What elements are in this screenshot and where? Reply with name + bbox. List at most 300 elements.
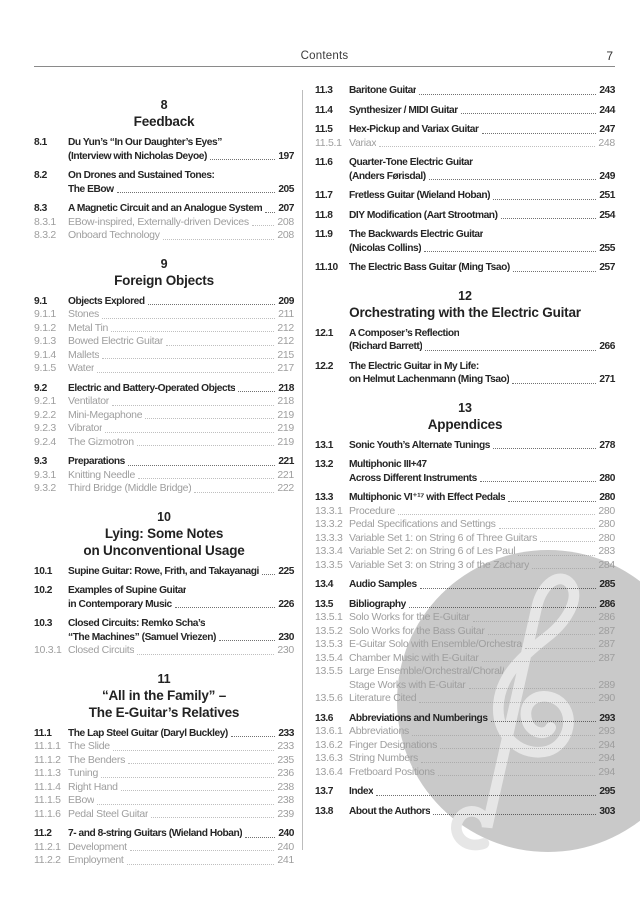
toc-entry-number: 11.9	[315, 229, 333, 240]
toc-entry-page: 287	[598, 624, 615, 637]
toc-entry-page: 221	[278, 456, 294, 467]
toc-entry-page: 225	[278, 565, 294, 577]
toc-entry-page: 207	[278, 203, 294, 214]
toc-entry-row	[315, 532, 615, 546]
toc-entry-title: Variable Set 2: on String 6 of Les Paul	[349, 545, 516, 557]
toc-entry-row	[34, 183, 294, 197]
toc-entry-row	[315, 652, 615, 666]
toc-entry-row	[34, 322, 294, 336]
toc-entry-page: 238	[277, 794, 294, 806]
toc-entry-page: 289	[598, 678, 615, 691]
toc-entry-number: 12.1	[315, 327, 334, 339]
toc-entry-number: 11.1	[34, 727, 52, 739]
toc-entry-row	[315, 692, 615, 706]
toc-entry-page: 285	[599, 579, 615, 590]
chapter-title: Lying: Some Notes	[104, 525, 224, 541]
toc-entry-number: 13.8	[315, 805, 334, 817]
toc-entry-row	[34, 308, 294, 322]
toc-entry-number: 13.3.3	[315, 531, 343, 544]
toc-entry-row	[34, 469, 294, 483]
toc-entry-title: EBow-inspired, Externally-driven Devices	[68, 215, 249, 228]
dot-leader	[438, 775, 596, 776]
toc-columns	[34, 84, 615, 868]
toc-entry-title: in Contemporary Music	[68, 598, 172, 610]
header-title: Contents	[300, 50, 349, 62]
toc-entry-number: 13.6	[315, 712, 334, 724]
toc-entry-number: 10.3	[34, 618, 53, 629]
toc-entry-row	[315, 189, 615, 203]
toc-entry-number: 13.3	[315, 492, 334, 503]
dot-leader	[101, 777, 274, 778]
toc-entry-page: 293	[598, 725, 615, 737]
toc-entry-row	[315, 785, 615, 799]
toc-entry-title: The Lap Steel Guitar (Daryl Buckley)	[68, 727, 228, 739]
toc-entry-page: 236	[277, 767, 294, 779]
toc-entry-row	[315, 123, 615, 137]
toc-entry-row	[315, 156, 615, 170]
toc-entry-number: 10.3.1	[34, 644, 62, 656]
dot-leader	[398, 514, 595, 515]
dot-leader	[194, 492, 274, 493]
dot-leader	[420, 588, 597, 589]
toc-entry-number: 11.1.1	[34, 740, 61, 752]
toc-entry-row	[34, 482, 294, 496]
toc-entry-title: Development	[68, 840, 127, 853]
dot-leader	[493, 448, 596, 449]
dot-leader	[461, 113, 597, 114]
dot-leader	[469, 688, 596, 689]
toc-entry-row	[315, 766, 615, 780]
toc-entry-page: 243	[599, 85, 615, 96]
toc-entry-number: 8.2	[34, 170, 47, 181]
toc-entry-page: 257	[599, 262, 615, 273]
toc-entry-row	[34, 150, 294, 164]
toc-entry-title: Tuning	[68, 767, 99, 779]
toc-entry-title: About the Authors	[349, 805, 431, 817]
dot-leader	[252, 225, 275, 226]
toc-entry-row	[34, 854, 294, 868]
toc-entry-title: Onboard Technology	[68, 229, 160, 241]
toc-entry-title: Pedal Specifications and Settings	[349, 518, 496, 530]
toc-entry-row	[315, 578, 615, 592]
dot-leader	[419, 702, 595, 703]
toc-entry-number: 13.6.2	[315, 738, 343, 751]
chapter-title: “All in the Family” –	[101, 687, 227, 703]
dot-leader	[493, 199, 596, 200]
toc-entry-page: 283	[598, 545, 615, 557]
toc-entry-number: 13.7	[315, 786, 334, 797]
toc-entry-page: 239	[277, 807, 294, 820]
column-divider	[302, 90, 303, 850]
toc-entry-title: On Drones and Sustained Tones:	[68, 170, 215, 181]
toc-entry-title: 7- and 8-string Guitars (Wieland Hoban)	[68, 828, 243, 839]
toc-entry-title: Bowed Electric Guitar	[68, 335, 164, 347]
dot-leader	[137, 654, 274, 655]
toc-entry-page: 249	[599, 170, 615, 182]
toc-entry-title: Bibliography	[349, 598, 406, 610]
toc-entry-page: 230	[277, 644, 294, 656]
toc-entry-page: 218	[277, 395, 294, 407]
toc-entry-row	[315, 665, 615, 679]
toc-entry-number: 11.5.1	[315, 136, 342, 149]
dot-leader	[102, 358, 274, 359]
toc-column-right	[315, 84, 615, 868]
toc-entry-page: 280	[599, 472, 615, 484]
toc-entry-number: 11.1.3	[34, 767, 61, 779]
toc-entry-row	[315, 228, 615, 242]
toc-entry-number: 13.3.1	[315, 504, 343, 517]
dot-leader	[424, 251, 596, 252]
toc-entry-number: 11.3	[315, 85, 333, 96]
toc-entry-title: EBow	[68, 794, 95, 806]
toc-entry-title: Employment	[68, 854, 124, 866]
toc-entry-title: Mallets	[68, 348, 100, 361]
dot-leader	[175, 607, 276, 608]
toc-entry-page: 240	[278, 828, 294, 839]
toc-entry-title: Supine Guitar: Rowe, Frith, and Takayanagi	[68, 565, 259, 577]
dot-leader	[518, 555, 595, 556]
toc-entry-page: 248	[598, 136, 615, 149]
toc-entry-page: 221	[277, 468, 294, 481]
toc-entry-page: 208	[277, 215, 294, 228]
dot-leader	[429, 179, 597, 180]
toc-entry-number: 13.6.1	[315, 725, 343, 737]
toc-entry-number: 9.3.2	[34, 482, 56, 494]
toc-entry-row	[34, 436, 294, 450]
toc-entry-row	[34, 136, 294, 150]
toc-entry-title: The EBow	[68, 183, 114, 195]
toc-entry-row	[315, 679, 615, 693]
toc-entry-row	[315, 505, 615, 519]
toc-entry-title: The Electric Bass Guitar (Ming Tsao)	[349, 262, 510, 273]
toc-entry-page: 284	[598, 558, 615, 571]
toc-entry-number: 9.2.1	[34, 395, 56, 407]
toc-entry-number: 9.1	[34, 295, 47, 307]
toc-entry-row	[34, 216, 294, 230]
dot-leader	[231, 736, 275, 737]
toc-entry-title: (Interview with Nicholas Deyoe)	[68, 150, 207, 162]
toc-entry-row	[34, 382, 294, 396]
toc-entry-page: 303	[599, 805, 615, 817]
toc-entry-title: Du Yun’s “In Our Daughter’s Eyes”	[68, 137, 222, 148]
toc-entry-number: 11.1.2	[34, 753, 61, 766]
toc-entry-title: Objects Explored	[68, 295, 145, 307]
toc-entry-title: Stones	[68, 308, 100, 320]
toc-entry-page: 219	[277, 408, 294, 421]
toc-entry-number: 9.2	[34, 382, 47, 394]
chapter-number: 12	[458, 288, 472, 303]
chapter-number: 10	[157, 509, 171, 524]
dot-leader	[512, 383, 596, 384]
toc-entry-row	[315, 137, 615, 151]
toc-entry-title: Preparations	[68, 456, 125, 467]
toc-entry-page: 244	[599, 104, 615, 116]
toc-entry-page: 240	[277, 840, 294, 853]
toc-entry-page: 233	[277, 740, 294, 752]
toc-entry-number: 11.4	[315, 104, 333, 116]
toc-entry-title: Solo Works for the Bass Guitar	[349, 624, 485, 637]
toc-entry-title: Multiphonic III+47	[349, 459, 427, 470]
dot-leader	[379, 146, 595, 147]
toc-entry-title: Fretless Guitar (Wieland Hoban)	[349, 190, 491, 201]
toc-entry-title: The Backwards Electric Guitar	[349, 229, 484, 240]
chapter-title: Orchestrating with the Electric Guitar	[349, 304, 581, 320]
toc-entry-number: 10.1	[34, 565, 53, 577]
dot-leader	[127, 864, 275, 865]
toc-entry-number: 13.4	[315, 579, 334, 590]
toc-entry-page: 295	[599, 786, 615, 797]
dot-leader	[145, 418, 274, 419]
dot-leader	[488, 634, 596, 635]
toc-entry-title: Metal Tin	[68, 321, 109, 334]
toc-entry-number: 11.6	[315, 157, 333, 168]
chapter-title: The E-Guitar’s Relatives	[88, 704, 240, 720]
toc-entry-row	[34, 455, 294, 469]
toc-entry-title: Closed Circuits	[68, 644, 135, 656]
toc-entry-row	[315, 611, 615, 625]
toc-entry-row	[34, 229, 294, 243]
toc-entry-row	[315, 261, 615, 275]
toc-entry-page: 290	[598, 692, 615, 704]
toc-entry-number: 9.2.4	[34, 435, 56, 448]
toc-entry-row	[34, 644, 294, 658]
toc-entry-page: 197	[278, 150, 294, 162]
toc-entry-row	[315, 327, 615, 341]
toc-entry-title: The Slide	[68, 740, 110, 752]
toc-entry-title: (Anders Førisdal)	[349, 170, 426, 182]
toc-entry-title: A Magnetic Circuit and an Analogue System	[68, 203, 263, 214]
dot-leader	[499, 528, 596, 529]
toc-entry-title: E-Guitar Solo with Ensemble/Orchestra	[349, 638, 522, 650]
header-page-number: 7	[606, 49, 613, 63]
toc-entry-title: A Composer’s Reflection	[349, 327, 460, 339]
toc-entry-row	[315, 805, 615, 819]
toc-entry-title: Hex-Pickup and Variax Guitar	[349, 124, 479, 135]
toc-entry-number: 11.8	[315, 209, 333, 221]
toc-entry-title: Audio Samples	[349, 579, 417, 590]
dot-leader	[97, 804, 274, 805]
dot-leader	[532, 568, 595, 569]
toc-entry-number: 11.7	[315, 190, 333, 201]
toc-entry-number: 13.3.2	[315, 518, 343, 530]
toc-entry-page: 211	[278, 308, 294, 320]
toc-entry-page: 217	[277, 362, 294, 374]
toc-entry-row	[315, 360, 615, 374]
toc-entry-page: 219	[277, 422, 294, 434]
toc-entry-page: 251	[599, 190, 615, 201]
toc-entry-title: Closed Circuits: Remko Scha’s	[68, 618, 206, 629]
toc-entry-row	[315, 242, 615, 256]
toc-entry-page: 219	[277, 435, 294, 448]
toc-entry-row	[315, 472, 615, 486]
toc-entry-number: 9.1.5	[34, 362, 56, 374]
toc-column-left	[34, 84, 294, 868]
dot-leader	[412, 735, 595, 736]
toc-entry-page: 222	[277, 482, 294, 494]
toc-entry-title: Multiphonic VI⁺¹⁷ with Effect Pedals	[349, 492, 506, 503]
toc-entry-page: 218	[278, 382, 294, 394]
toc-entry-title: Pedal Steel Guitar	[68, 807, 149, 820]
toc-entry-number: 9.1.2	[34, 321, 56, 334]
toc-entry-title: The Electric Guitar in My Life:	[349, 360, 479, 372]
dot-leader	[102, 318, 275, 319]
dot-leader	[409, 607, 596, 608]
toc-entry-number: 11.1.4	[34, 780, 61, 793]
dot-leader	[128, 763, 274, 764]
toc-entry-page: 235	[277, 753, 294, 766]
toc-entry-page: 208	[277, 229, 294, 241]
toc-entry-row	[315, 725, 615, 739]
dot-leader	[482, 133, 597, 134]
toc-entry-row	[34, 827, 294, 841]
toc-entry-page: 254	[599, 209, 615, 221]
toc-entry-row	[34, 362, 294, 376]
toc-entry-row	[34, 781, 294, 795]
toc-entry-page: 294	[598, 752, 615, 764]
toc-entry-row	[315, 518, 615, 532]
dot-leader	[513, 271, 597, 272]
toc-entry-number: 11.2	[34, 828, 52, 839]
toc-entry-title: Solo Works for the E-Guitar	[349, 611, 470, 623]
toc-entry-row	[315, 491, 615, 505]
dot-leader	[121, 790, 275, 791]
toc-entry-row	[315, 340, 615, 354]
dot-leader	[425, 350, 596, 351]
toc-entry-page: 226	[278, 598, 294, 610]
toc-entry-number: 13.6.4	[315, 765, 343, 778]
toc-entry-page: 280	[598, 518, 615, 530]
dot-leader	[419, 94, 596, 95]
dot-leader	[128, 465, 275, 466]
dot-leader	[440, 748, 595, 749]
dot-leader	[265, 212, 275, 213]
toc-entry-title: Literature Cited	[349, 692, 417, 704]
toc-entry-row	[34, 169, 294, 183]
toc-entry-number: 11.10	[315, 262, 338, 273]
toc-entry-title: Sonic Youth’s Alternate Tunings	[349, 439, 490, 451]
toc-entry-number: 9.1.3	[34, 335, 56, 347]
toc-entry-number: 13.5.4	[315, 651, 343, 664]
toc-entry-row	[34, 740, 294, 754]
toc-entry-row	[34, 727, 294, 741]
toc-entry-title: “The Machines” (Samuel Vriezen)	[68, 631, 216, 643]
dot-leader	[105, 432, 274, 433]
toc-entry-row	[34, 395, 294, 409]
toc-entry-page: 247	[599, 124, 615, 135]
dot-leader	[111, 331, 274, 332]
dot-leader	[433, 814, 596, 815]
toc-entry-row	[34, 841, 294, 855]
toc-entry-page: 230	[278, 631, 294, 643]
toc-entry-row	[34, 631, 294, 645]
toc-entry-row	[315, 209, 615, 223]
dot-leader	[113, 750, 274, 751]
toc-entry-number: 8.3.2	[34, 229, 56, 241]
toc-entry-page: 280	[598, 531, 615, 544]
toc-entry-number: 10.2	[34, 585, 53, 596]
toc-entry-page: 287	[598, 651, 615, 664]
toc-entry-row	[315, 373, 615, 387]
page-header	[34, 50, 615, 67]
toc-entry-row	[34, 295, 294, 309]
toc-entry-row	[34, 617, 294, 631]
toc-entry-number: 9.1.4	[34, 348, 56, 361]
toc-entry-page: 205	[278, 183, 294, 195]
dot-leader	[482, 661, 596, 662]
toc-entry-row	[34, 349, 294, 363]
toc-entry-title: Knitting Needle	[68, 468, 136, 481]
toc-entry-row	[34, 598, 294, 612]
toc-entry-page: 280	[598, 504, 615, 517]
toc-entry-title: Water	[68, 362, 95, 374]
toc-entry-page: 241	[277, 854, 294, 866]
toc-entry-title: Abbreviations and Numberings	[349, 712, 488, 724]
dot-leader	[376, 795, 596, 796]
dot-leader	[262, 574, 275, 575]
chapter-title: on Unconventional Usage	[83, 542, 245, 558]
toc-entry-title: String Numbers	[349, 752, 419, 764]
chapter-number: 8	[160, 98, 168, 112]
toc-entry-title: Vibrator	[68, 422, 103, 434]
toc-entry-page: 287	[598, 638, 615, 650]
toc-entry-page: 255	[599, 242, 615, 254]
toc-entry-title: Variable Set 3: on String 3 of the Zachary	[349, 558, 530, 571]
dot-leader	[491, 721, 597, 722]
toc-entry-page: 280	[599, 492, 615, 503]
dot-leader	[163, 239, 275, 240]
toc-entry-row	[34, 335, 294, 349]
toc-entry-title: (Richard Barrett)	[349, 341, 423, 352]
toc-entry-page: 212	[277, 335, 294, 347]
dot-leader	[421, 762, 595, 763]
dot-leader	[97, 372, 274, 373]
toc-entry-row	[315, 104, 615, 118]
toc-entry-row	[315, 545, 615, 559]
dot-leader	[148, 304, 276, 305]
toc-entry-row	[34, 409, 294, 423]
toc-entry-row	[315, 638, 615, 652]
toc-entry-page: 212	[277, 321, 294, 334]
chapter-number: 13	[458, 400, 472, 415]
toc-entry-page: 266	[599, 341, 615, 352]
toc-entry-title: Synthesizer / MIDI Guitar	[349, 104, 458, 116]
toc-entry-title: Procedure	[349, 504, 395, 517]
toc-entry-row	[34, 422, 294, 436]
toc-entry-row	[315, 712, 615, 726]
toc-entry-title: Stage Works with E-Guitar	[349, 678, 466, 691]
toc-entry-number: 9.1.1	[34, 308, 56, 320]
chapter-number: 11	[157, 671, 171, 686]
toc-entry-number: 11.2.2	[34, 854, 61, 866]
toc-entry-title: Index	[349, 786, 374, 797]
dot-leader	[525, 648, 595, 649]
dot-leader	[540, 541, 595, 542]
toc-entry-title: Third Bridge (Middle Bridge)	[68, 482, 192, 494]
dot-leader	[117, 192, 276, 193]
toc-entry-number: 13.6.3	[315, 752, 343, 764]
toc-entry-title: Across Different Instruments	[349, 472, 477, 484]
toc-entry-page: 233	[278, 727, 294, 739]
chapter-title: Feedback	[133, 114, 195, 129]
toc-entry-title: Mini-Megaphone	[68, 408, 143, 421]
dot-leader	[473, 621, 596, 622]
dot-leader	[166, 345, 274, 346]
dot-leader	[501, 218, 597, 219]
toc-entry-row	[315, 625, 615, 639]
toc-entry-number: 13.5.6	[315, 692, 343, 704]
toc-entry-number: 13.5.2	[315, 624, 343, 637]
toc-entry-number: 13.5	[315, 598, 334, 610]
